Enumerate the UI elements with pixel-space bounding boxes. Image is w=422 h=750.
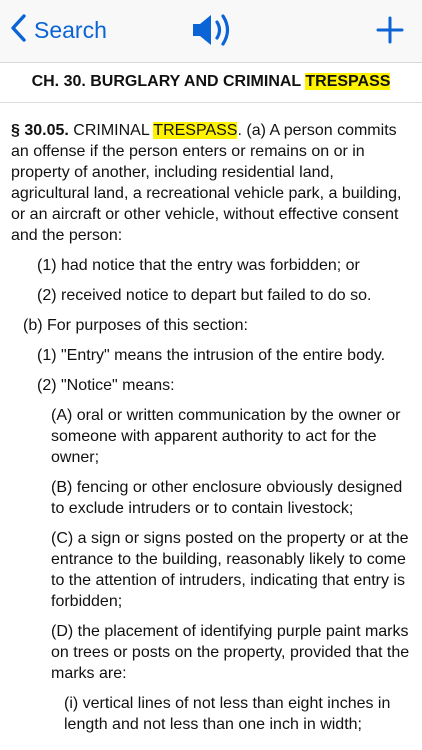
paragraph: (b) For purposes of this section: xyxy=(23,317,248,334)
back-button[interactable] xyxy=(8,12,107,48)
paragraph: (2) "Notice" means: xyxy=(37,377,175,394)
paragraph: (D) the placement of identifying purple paint marks on trees or posts on the property, provided that the marks are: xyxy=(51,623,410,682)
paragraph: (C) a sign or signs posted on the property or at the entrance to the building, reasonably likely to come to the attention of intruders, indicating that entry is forbidden; xyxy=(51,530,409,610)
paragraph: (A) oral or written communication by the owner or someone with apparent authority to act for the owner; xyxy=(51,407,401,466)
paragraph: (B) fencing or other enclosure obviously designed to exclude intruders or to contain livestock; xyxy=(51,479,403,517)
paragraph: (2) received notice to depart but failed to do so. xyxy=(37,287,372,304)
chapter-heading xyxy=(0,62,422,103)
statute-text xyxy=(0,120,422,744)
search-highlight: TRESPASS xyxy=(305,73,391,90)
speaker-button[interactable] xyxy=(190,10,234,50)
section-text: . (a) A person commits an offense if the person enters or remains on or in property of another, including residential land, agricultural land, a recreational vehicle park, a building, or an aircraft or other vehicle, without effective consent and the person: xyxy=(11,122,402,244)
section-number: § 30.05. xyxy=(11,122,69,139)
speaker-icon xyxy=(190,37,234,54)
plus-icon xyxy=(372,35,408,52)
navigation-bar xyxy=(0,0,422,63)
back-button-label: Search xyxy=(34,16,107,43)
chevron-left-icon xyxy=(8,13,28,48)
paragraph: (1) "Entry" means the intrusion of the entire body. xyxy=(37,347,386,364)
add-button[interactable] xyxy=(372,12,408,48)
search-highlight: TRESPASS xyxy=(153,122,238,139)
paragraph: (1) had notice that the entry was forbidden; or xyxy=(37,257,360,274)
chapter-title: CH. 30. BURGLARY AND CRIMINAL xyxy=(31,73,306,90)
section-title: CRIMINAL xyxy=(68,122,154,139)
section-intro xyxy=(0,120,422,246)
paragraph: (i) vertical lines of not less than eight inches in length and not less than one inch in width; xyxy=(64,695,391,733)
